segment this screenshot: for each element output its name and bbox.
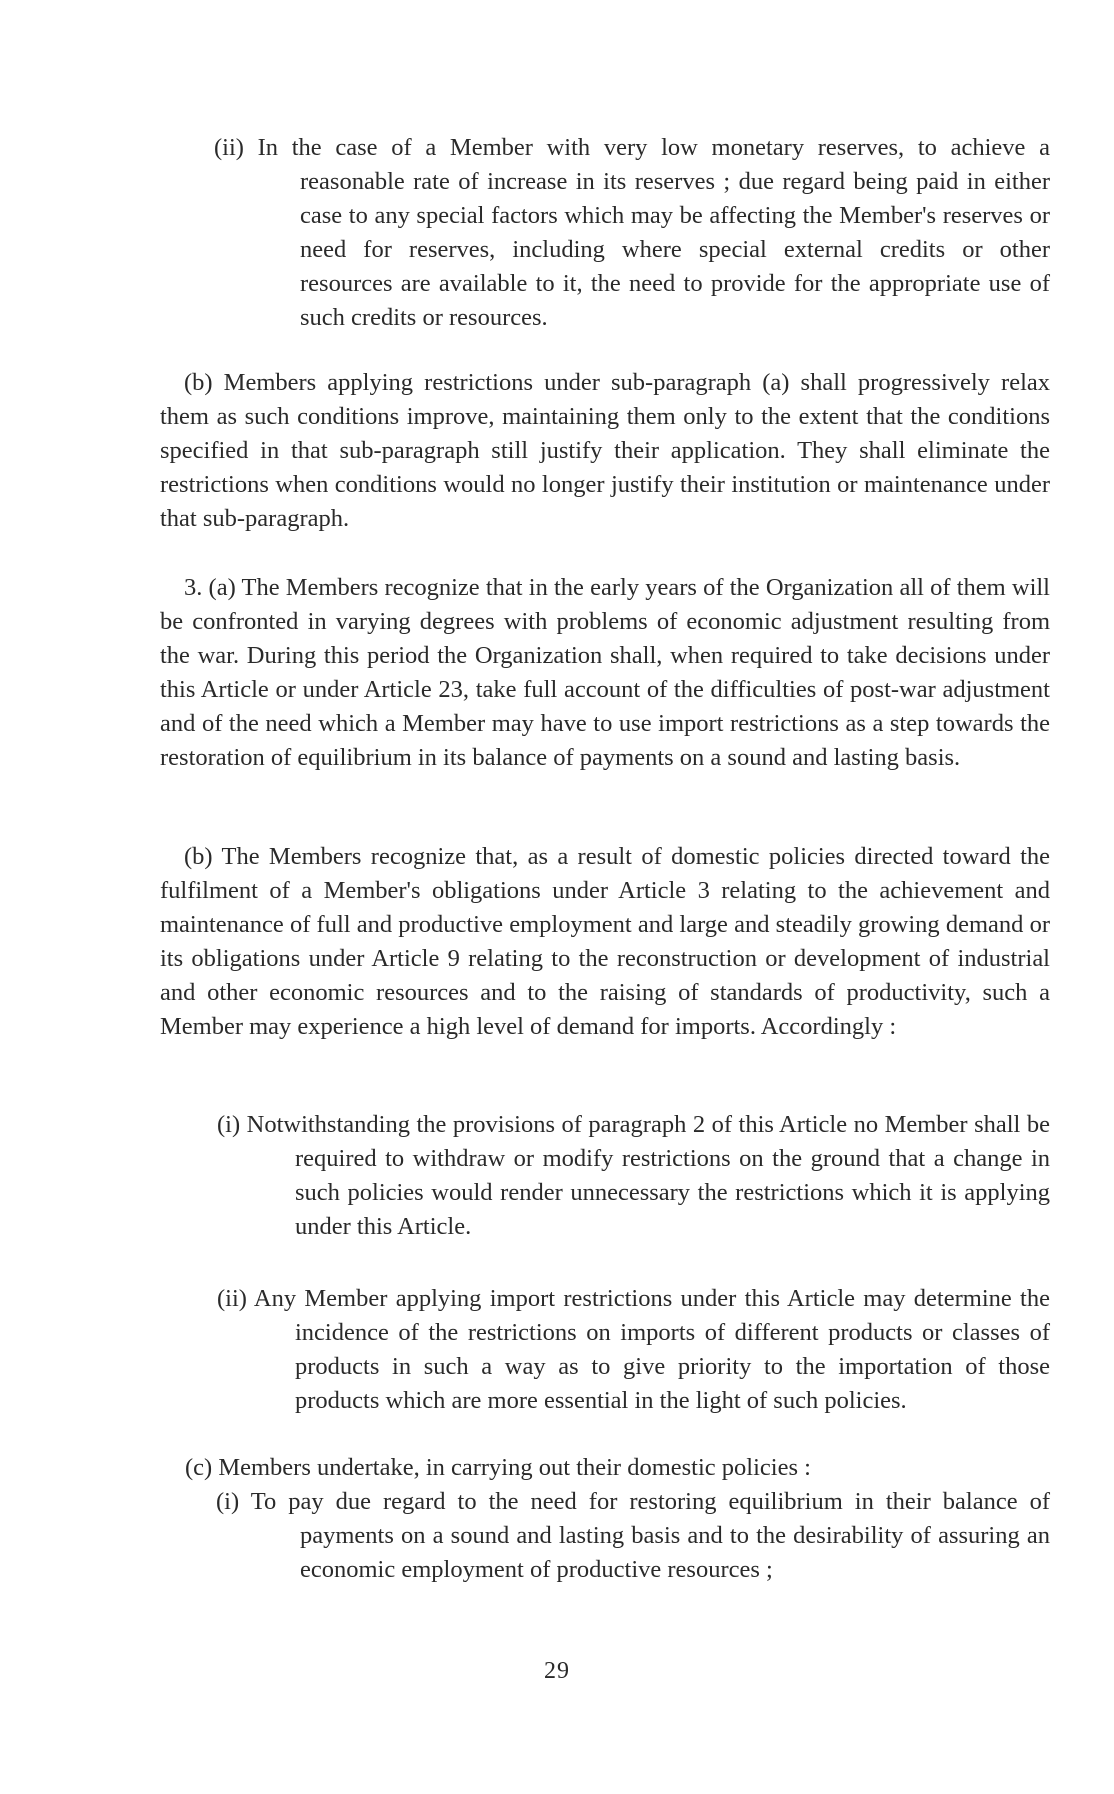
paragraph-3c: (c) Members undertake, in carrying out their domestic policies : bbox=[185, 1454, 811, 1481]
paragraph-2b: (b) Members applying restrictions under sub-paragraph (a) shall progressively relax them as such conditions improve, maintaining them only to the extent that the conditions specified in that sub-paragraph still justify their application. They shall eliminate the restrictions when conditions would no longer justify their institution or maintenance under that sub-paragraph. bbox=[160, 369, 1050, 532]
paragraph-3b: (b) The Members recognize that, as a result of domestic policies directed toward the fulfilment of a Member's obligations under Article 3 relating to the achievement and maintenance of full and productive employment and large and steadily growing demand or its obligations under Article 9 relating to the reconstruction or development of industrial and other economic resources and to the raising of standards of productivity, such a Member may experience a high level of demand for imports. Accordingly : bbox=[160, 843, 1050, 1040]
paragraph-a-ii: (ii) In the case of a Member with very low monetary reserves, to achieve a reasonable rate of increase in its reserves ; due regard being paid in either case to any special factors which may be affecting the Member's reserves or need for reserves, including where special external credits or other resources are available to it, the need to provide for the appropriate use of such credits or resources. bbox=[214, 134, 1050, 331]
page-number: 29 bbox=[544, 1658, 570, 1684]
paragraph-3b-i: (i) Notwithstanding the provisions of paragraph 2 of this Article no Member shall be required to withdraw or modify restrictions on the ground that a change in such policies would render unnecessary the restrictions which it is applying under this Article. bbox=[217, 1111, 1050, 1240]
paragraph-3a: 3. (a) The Members recognize that in the early years of the Organization all of them will be confronted in varying degrees with problems of economic adjustment resulting from the war. During this period the Organization shall, when required to take decisions under this Article or under Article 23, take full account of the difficulties of post-war adjustment and of the need which a Member may have to use import restrictions as a step towards the restoration of equilibrium in its balance of payments on a sound and lasting basis. bbox=[160, 574, 1050, 771]
paragraph-3b-ii: (ii) Any Member applying import restrictions under this Article may determine the incidence of the restrictions on imports of different products or classes of products in such a way as to give priority to the importation of those products which are more essential in the light of such policies. bbox=[217, 1285, 1050, 1414]
paragraph-3c-i: (i) To pay due regard to the need for restoring equilibrium in their balance of payments on a sound and lasting basis and to the desirability of assuring an economic employment of productive resources ; bbox=[216, 1488, 1050, 1583]
